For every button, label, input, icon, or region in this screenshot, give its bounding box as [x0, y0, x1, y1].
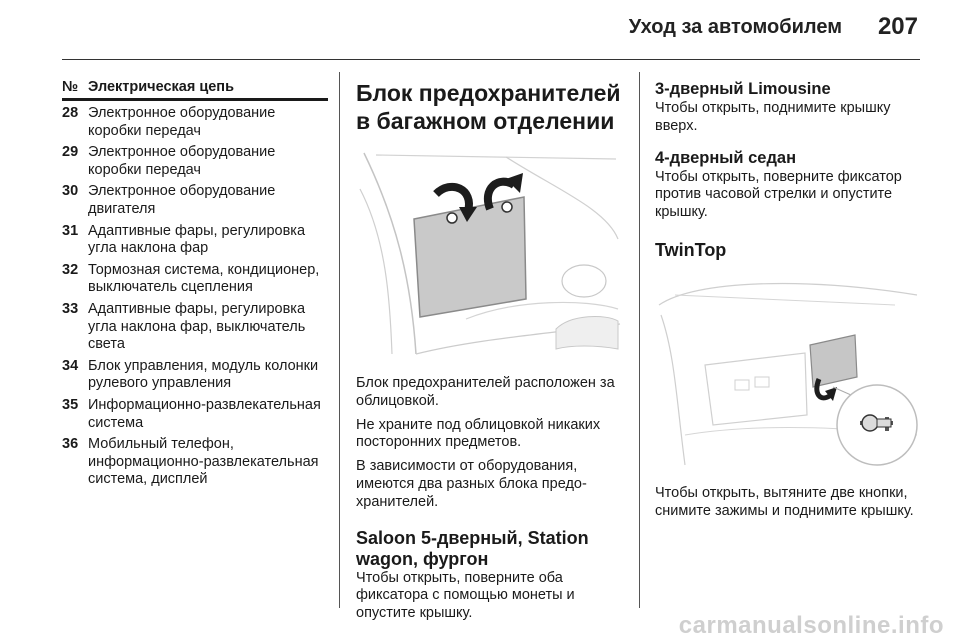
section-heading: Блок предохранителей в багажном отделении [356, 80, 621, 134]
paragraph: Блок предохранителей расположен за облицовкой. [356, 375, 615, 409]
middle-column [356, 79, 626, 629]
row-number: 31 [62, 222, 79, 239]
table-row [62, 301, 328, 354]
circuit-table [62, 79, 328, 489]
header-title: Уход за автомобилем [628, 16, 842, 38]
row-number: 35 [62, 396, 79, 413]
row-text: Электронное оборудование коробки передач [88, 105, 276, 139]
table-row [62, 183, 328, 218]
page-number: 207 [877, 13, 918, 40]
watermark: carmanualsonline.info [678, 612, 944, 639]
twintop-fusebox-illustration [655, 275, 921, 471]
row-number: 32 [62, 261, 79, 278]
limousine-heading: 3-дверный Limousine [655, 80, 831, 98]
right-column [655, 79, 923, 527]
twintop-heading: TwinTop [655, 239, 727, 260]
table-row [62, 223, 328, 258]
row-number: 36 [62, 436, 79, 453]
row-text: Тормозная система, кондиционер, выключатель сцепления [88, 261, 320, 296]
row-number: 34 [62, 357, 79, 374]
column-divider-1 [339, 72, 340, 608]
limousine-text: Чтобы открыть, поднимите крышку вверх. [655, 100, 891, 134]
saloon-text: Чтобы открыть, поверните оба фиксатора с помощью монеты и опустите крышку. [356, 569, 575, 622]
table-row [62, 358, 328, 393]
row-number: 30 [62, 183, 79, 200]
sedan-heading: 4-дверный седан [655, 148, 797, 167]
twintop-text: Чтобы открыть, вытяните две кнопки, снимите зажимы и поднимите крышку. [655, 484, 914, 519]
saloon-heading: Saloon 5-дверный, Station wagon, фургон [356, 527, 589, 569]
row-number: 33 [62, 300, 79, 317]
table-row [62, 262, 328, 297]
row-text: Электронное оборудование коробки передач [88, 144, 276, 178]
sedan-text: Чтобы открыть, поверните фиксатор против часовой стрелки и опустите крышку. [655, 168, 902, 221]
table-row [62, 397, 328, 432]
row-text: Мобильный телефон, информационно-развлекательная система, дисплей [88, 436, 319, 488]
row-text: Электронное оборудование двигателя [88, 183, 276, 217]
row-text: Адаптивные фары, регулировка угла наклона фар, выключатель света [88, 300, 306, 353]
table-row [62, 144, 328, 179]
trunk-fusebox-illustration [356, 149, 622, 357]
row-text: Информационно-развлекательная система [88, 396, 321, 431]
row-text: Блок управления, модуль колонки рулевого управления [88, 357, 319, 392]
table-header [62, 79, 328, 101]
table-row [62, 436, 328, 489]
paragraph: Не храните под облицовкой никаких посторонних предметов. [356, 416, 601, 451]
col-name-header: Электрическая цепь [88, 79, 234, 95]
header-divider [62, 59, 920, 60]
paragraph: В зависимости от оборудования, имеются два разных блока предохранителей. [356, 458, 587, 510]
column-divider-2 [639, 72, 640, 608]
col-num-header: № [62, 79, 79, 95]
row-number: 29 [62, 144, 79, 161]
table-row [62, 105, 328, 140]
row-number: 28 [62, 105, 79, 121]
row-text: Адаптивные фары, регулировка угла наклона фар [88, 222, 306, 257]
